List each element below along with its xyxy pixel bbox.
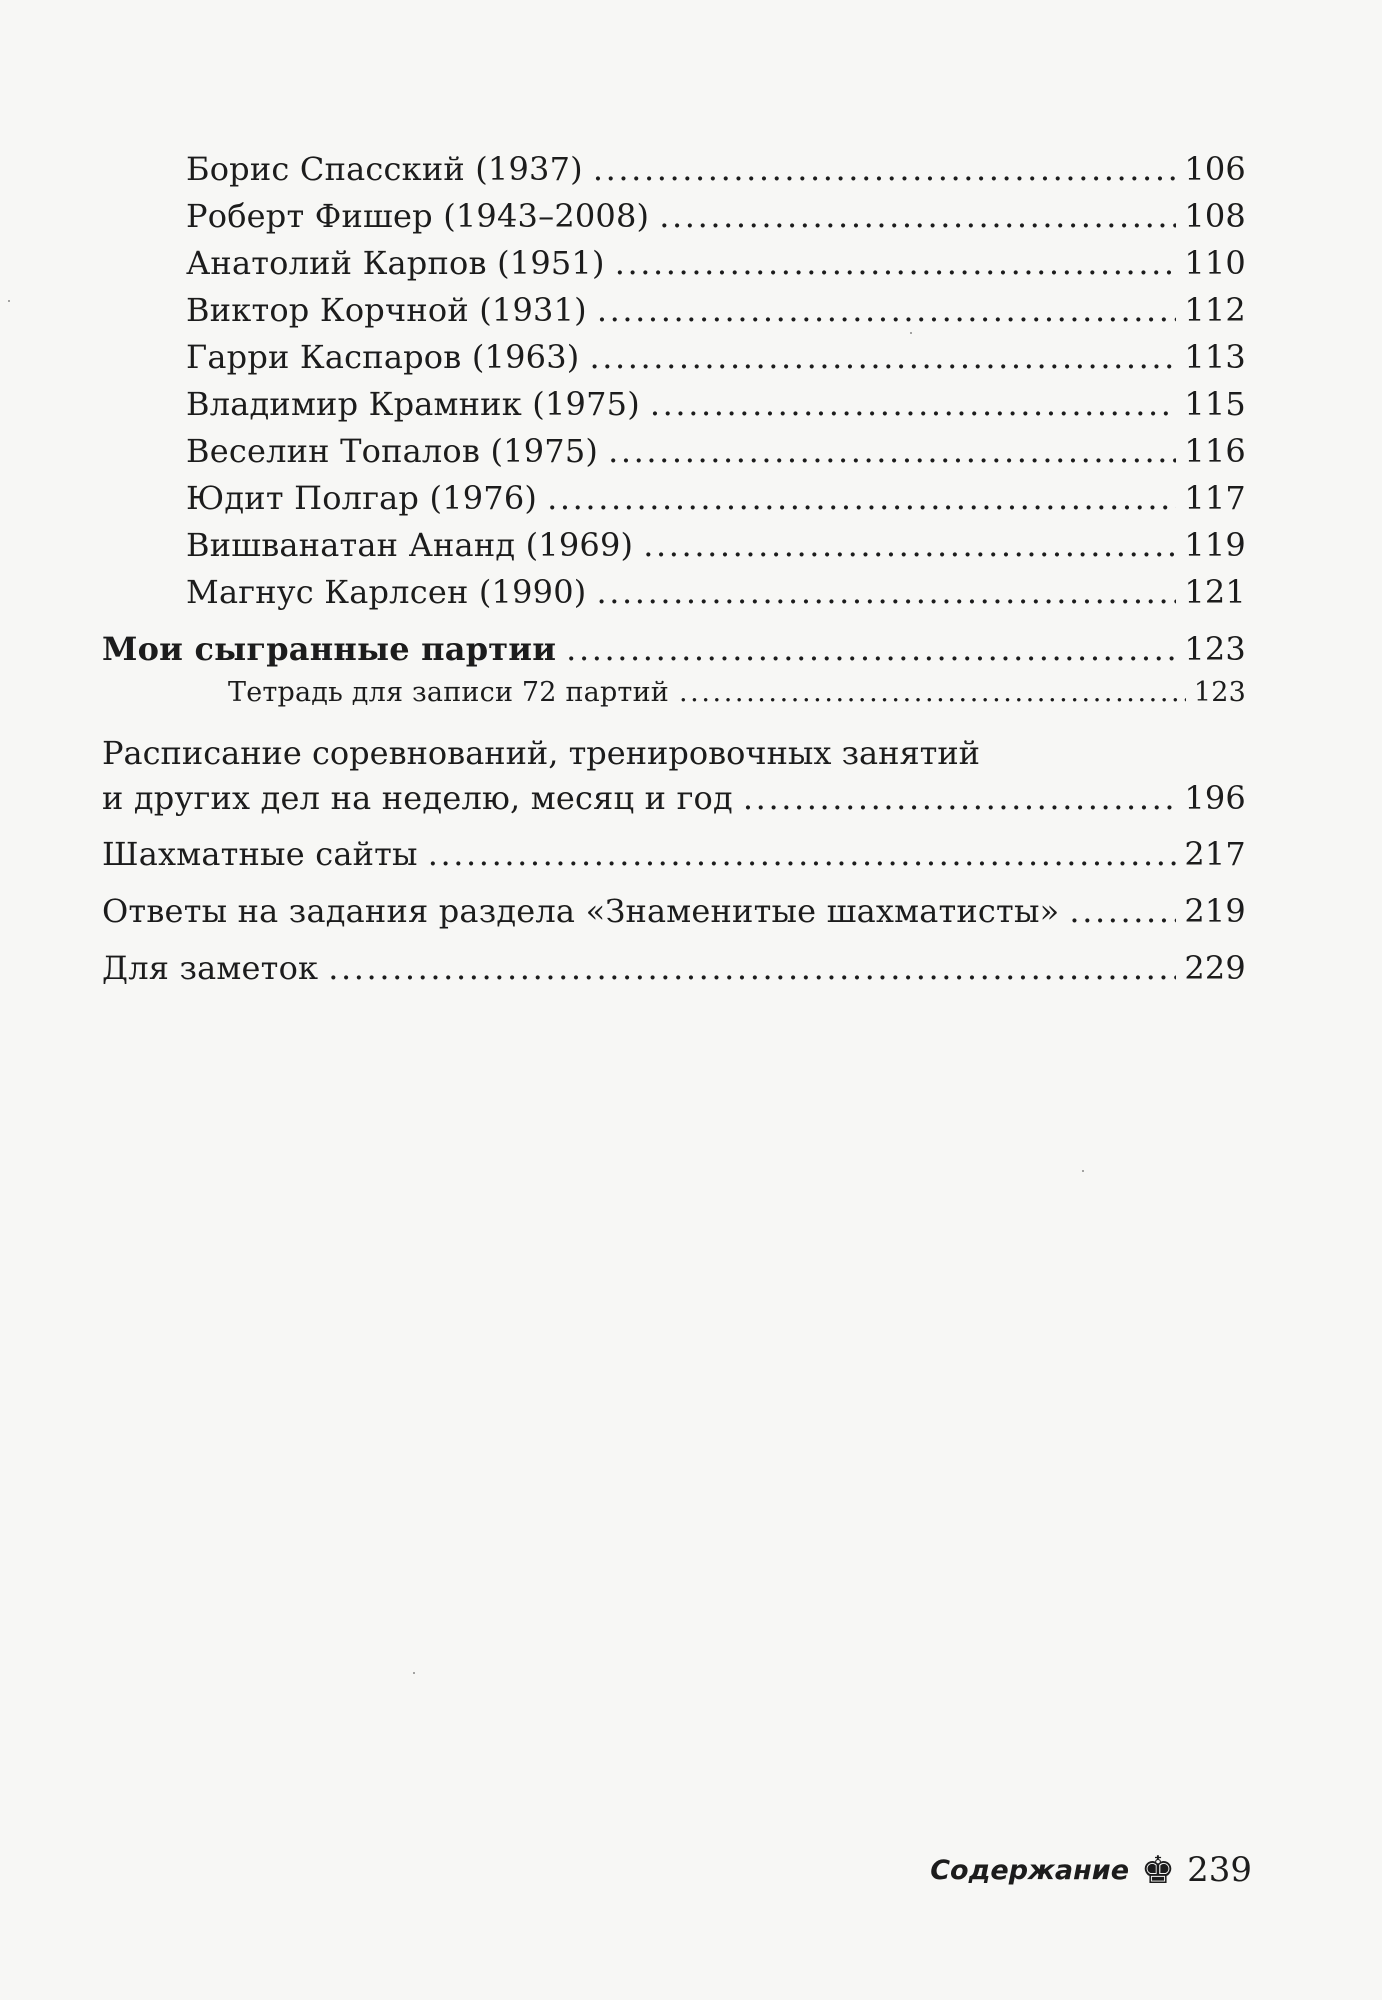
dot-leader — [679, 673, 1186, 713]
dot-leader — [743, 776, 1176, 821]
toc-entry — [186, 287, 1246, 334]
toc-entry-notebook — [228, 673, 1246, 713]
dot-leader — [597, 287, 1176, 334]
scan-speck — [8, 300, 10, 302]
toc-entry-page: 108 — [1184, 197, 1246, 235]
scan-speck — [910, 332, 912, 334]
toc-entry — [186, 475, 1246, 522]
toc-entry — [186, 240, 1246, 287]
page-footer — [930, 1850, 1252, 1890]
toc-entry-title: Для заметок — [102, 949, 319, 987]
toc-entry-page: 110 — [1184, 244, 1246, 282]
page-number: 239 — [1187, 1850, 1252, 1890]
dot-leader — [615, 240, 1177, 287]
toc-section-schedule — [102, 731, 1246, 821]
toc-entry-title: Роберт Фишер (1943–2008) — [186, 197, 650, 235]
toc-entry-title: Тетрадь для записи 72 партий — [228, 677, 669, 708]
toc-entry-title: Виктор Корчной (1931) — [186, 291, 587, 329]
toc-entry — [186, 381, 1246, 428]
toc-entry-page: 217 — [1184, 835, 1246, 873]
dot-leader — [596, 569, 1176, 616]
toc-entry-page: 112 — [1184, 291, 1246, 329]
scan-speck — [1082, 1170, 1084, 1172]
toc-entry-title-line1: Расписание соревнований, тренировочных занятий — [102, 734, 980, 772]
toc-entry — [186, 146, 1246, 193]
toc-entry-page: 123 — [1193, 677, 1246, 708]
toc-entry-page: 116 — [1184, 432, 1246, 470]
toc-entry-title: Шахматные сайты — [102, 835, 418, 873]
toc-entry-page: 113 — [1184, 338, 1246, 376]
chess-king-icon: ♚ — [1141, 1848, 1176, 1892]
toc-entry-page: 196 — [1184, 779, 1246, 817]
dot-leader — [328, 945, 1176, 992]
toc-entry — [186, 334, 1246, 381]
toc-entry-page: 115 — [1184, 385, 1246, 423]
toc-entry-title: Ответы на задания раздела «Знаменитые шахматисты» — [102, 892, 1060, 930]
dot-leader — [593, 146, 1176, 193]
toc-entry-page: 229 — [1184, 949, 1246, 987]
toc-entry — [186, 569, 1246, 616]
toc-entry-title: Борис Спасский (1937) — [186, 150, 583, 188]
toc-entry-page: 123 — [1184, 630, 1246, 668]
table-of-contents — [102, 146, 1246, 992]
toc-entry-title: Юдит Полгар (1976) — [186, 479, 538, 517]
toc-entry-title: Гарри Каспаров (1963) — [186, 338, 580, 376]
toc-entry — [186, 193, 1246, 240]
toc-entry-title: Вишванатан Ананд (1969) — [186, 526, 634, 564]
dot-leader — [428, 831, 1177, 878]
toc-entry-title: Анатолий Карпов (1951) — [186, 244, 605, 282]
dot-leader — [1069, 888, 1176, 935]
toc-section-my-games — [102, 626, 1246, 673]
toc-entry-page: 121 — [1184, 573, 1246, 611]
toc-entry-title-line2: и других дел на неделю, месяц и год — [102, 779, 733, 817]
dot-leader — [547, 475, 1176, 522]
toc-section-answers — [102, 888, 1246, 935]
toc-entry-page: 117 — [1184, 479, 1246, 517]
toc-entry — [186, 428, 1246, 475]
scan-speck — [413, 1672, 415, 1674]
dot-leader — [659, 193, 1176, 240]
dot-leader — [643, 522, 1176, 569]
dot-leader — [650, 381, 1176, 428]
running-title: Содержание — [930, 1854, 1130, 1886]
toc-entry — [186, 522, 1246, 569]
toc-entry-title: Веселин Топалов (1975) — [186, 432, 599, 470]
toc-entry-page: 106 — [1184, 150, 1246, 188]
dot-leader — [589, 334, 1176, 381]
toc-section-sites — [102, 831, 1246, 878]
toc-entry-page: 219 — [1184, 892, 1246, 930]
toc-entry-title: Владимир Крамник (1975) — [186, 385, 640, 423]
dot-leader — [566, 626, 1176, 673]
toc-entry — [102, 776, 1246, 821]
dot-leader — [608, 428, 1176, 475]
toc-section-notes — [102, 945, 1246, 992]
toc-entry-title: Мои сыгранные партии — [102, 630, 557, 668]
toc-entry-page: 119 — [1184, 526, 1246, 564]
toc-entry-title: Магнус Карлсен (1990) — [186, 573, 587, 611]
